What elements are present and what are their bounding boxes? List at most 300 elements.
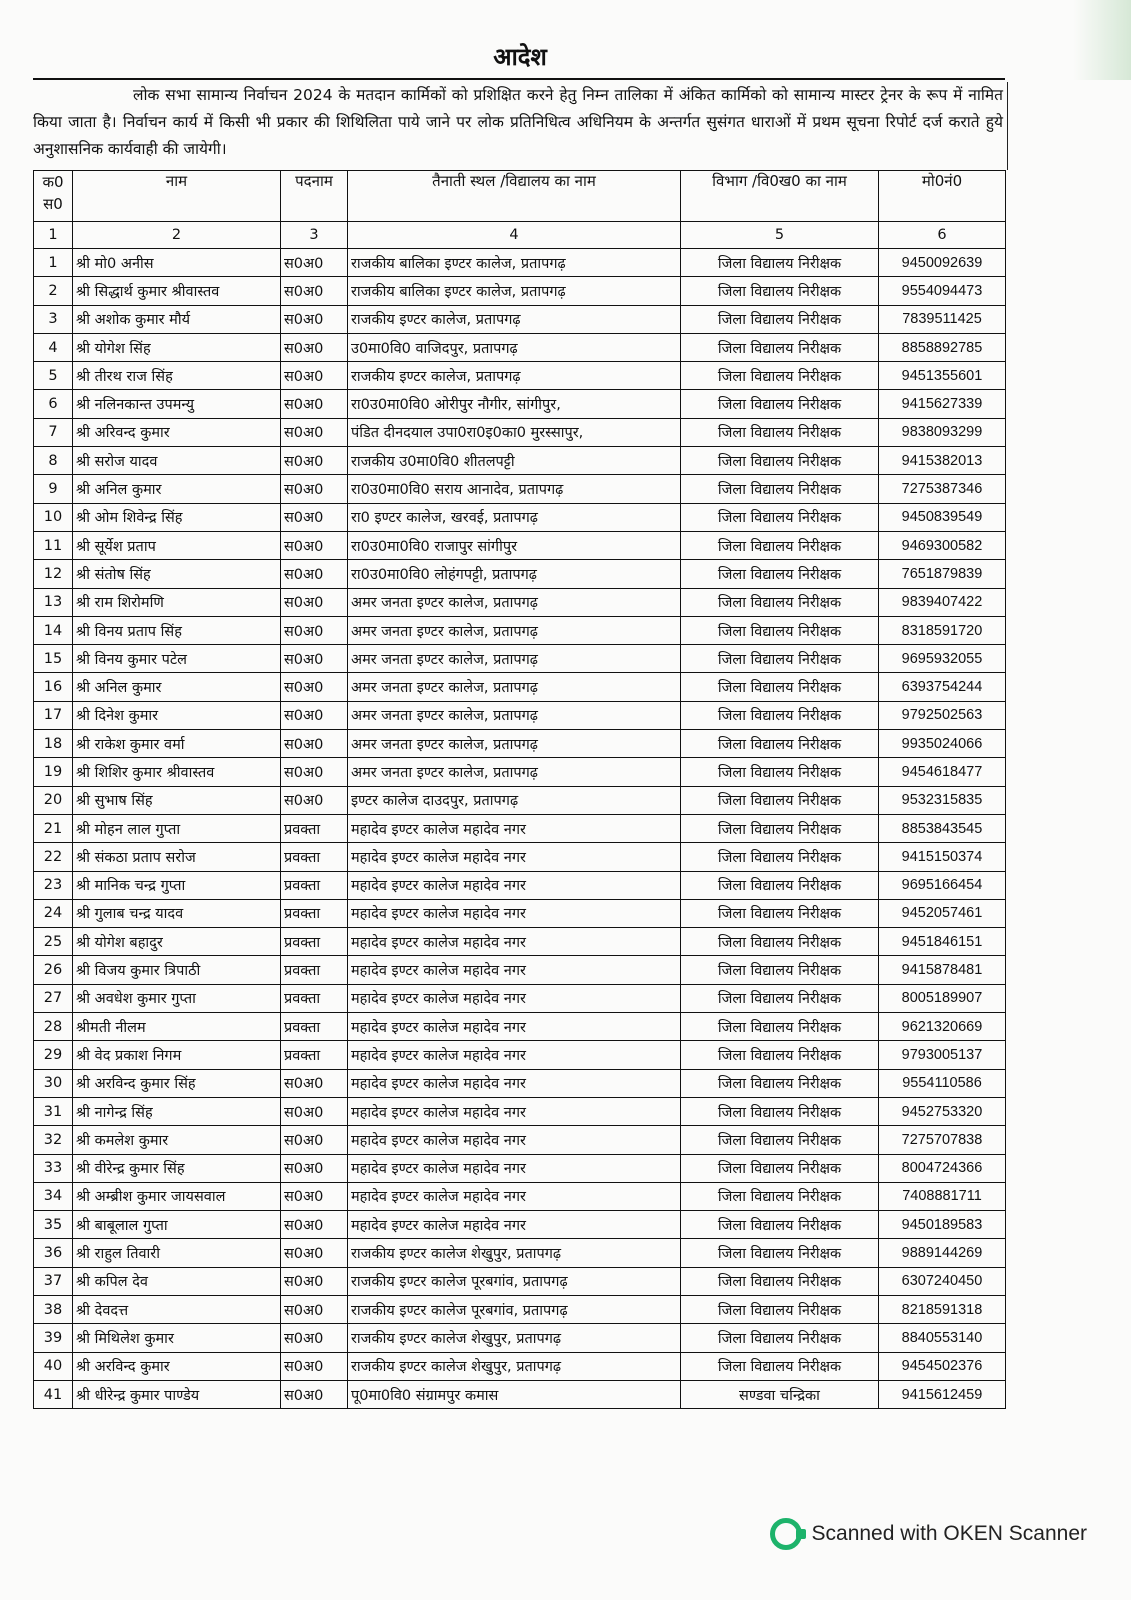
cell-department: जिला विद्यालय निरीक्षक bbox=[681, 956, 879, 984]
cell-mobile: 9839407422 bbox=[879, 588, 1006, 616]
cell-department: जिला विद्यालय निरीक्षक bbox=[681, 418, 879, 446]
cell-serial: 41 bbox=[34, 1380, 73, 1408]
cell-mobile: 9415382013 bbox=[879, 447, 1006, 475]
cell-posting: पंडित दीनदयाल उपा0रा0इ0का0 मुरस्सापुर, bbox=[348, 418, 681, 446]
cell-posting: राजकीय इण्टर कालेज पूरबगांव, प्रतापगढ़ bbox=[348, 1267, 681, 1295]
master-trainer-table bbox=[33, 170, 1006, 1409]
cell-department: जिला विद्यालय निरीक्षक bbox=[681, 1069, 879, 1097]
cell-designation: स0अ0 bbox=[281, 249, 348, 277]
order-paragraph bbox=[33, 82, 1008, 170]
cell-department: जिला विद्यालय निरीक्षक bbox=[681, 1182, 879, 1210]
cell-serial: 18 bbox=[34, 730, 73, 758]
cell-mobile: 9554094473 bbox=[879, 277, 1006, 305]
cell-serial: 9 bbox=[34, 475, 73, 503]
cell-name: श्री अरविन्द कुमार bbox=[73, 1352, 281, 1380]
cell-name: श्री बाबूलाल गुप्ता bbox=[73, 1211, 281, 1239]
cell-department: जिला विद्यालय निरीक्षक bbox=[681, 1013, 879, 1041]
table-header-row bbox=[34, 171, 1006, 222]
cell-mobile: 8005189907 bbox=[879, 984, 1006, 1012]
cell-posting: पू0मा0वि0 संग्रामपुर कमास bbox=[348, 1380, 681, 1408]
table-row bbox=[34, 249, 1006, 277]
cell-serial: 23 bbox=[34, 871, 73, 899]
cell-serial: 31 bbox=[34, 1097, 73, 1125]
cell-posting: महादेव इण्टर कालेज महादेव नगर bbox=[348, 1041, 681, 1069]
cell-posting: महादेव इण्टर कालेज महादेव नगर bbox=[348, 843, 681, 871]
table-row bbox=[34, 1126, 1006, 1154]
cell-department: जिला विद्यालय निरीक्षक bbox=[681, 1211, 879, 1239]
cell-posting: राजकीय बालिका इण्टर कालेज, प्रतापगढ़ bbox=[348, 249, 681, 277]
cell-department: जिला विद्यालय निरीक्षक bbox=[681, 758, 879, 786]
cell-serial: 4 bbox=[34, 333, 73, 361]
cell-mobile: 9554110586 bbox=[879, 1069, 1006, 1097]
cell-posting: अमर जनता इण्टर कालेज, प्रतापगढ़ bbox=[348, 588, 681, 616]
cell-name: श्री ओम शिवेन्द्र सिंह bbox=[73, 503, 281, 531]
cell-designation: स0अ0 bbox=[281, 277, 348, 305]
table-row bbox=[34, 503, 1006, 531]
cell-name: श्री अनिल कुमार bbox=[73, 673, 281, 701]
cell-name: श्री संकठा प्रताप सरोज bbox=[73, 843, 281, 871]
cell-department: जिला विद्यालय निरीक्षक bbox=[681, 1097, 879, 1125]
cell-posting: अमर जनता इण्टर कालेज, प्रतापगढ़ bbox=[348, 758, 681, 786]
table-row bbox=[34, 616, 1006, 644]
table-row bbox=[34, 1239, 1006, 1267]
cell-department: जिला विद्यालय निरीक्षक bbox=[681, 390, 879, 418]
table-row bbox=[34, 673, 1006, 701]
table-row bbox=[34, 1013, 1006, 1041]
table-row bbox=[34, 843, 1006, 871]
col-num: 4 bbox=[348, 222, 681, 249]
cell-department: जिला विद्यालय निरीक्षक bbox=[681, 1267, 879, 1295]
cell-department: जिला विद्यालय निरीक्षक bbox=[681, 814, 879, 842]
cell-designation: स0अ0 bbox=[281, 1211, 348, 1239]
cell-designation: स0अ0 bbox=[281, 786, 348, 814]
cell-name: श्री राम शिरोमणि bbox=[73, 588, 281, 616]
cell-mobile: 7408881711 bbox=[879, 1182, 1006, 1210]
cell-posting: राजकीय इण्टर कालेज पूरबगांव, प्रतापगढ़ bbox=[348, 1295, 681, 1323]
cell-serial: 36 bbox=[34, 1239, 73, 1267]
cell-name: श्री अनिल कुमार bbox=[73, 475, 281, 503]
cell-designation: स0अ0 bbox=[281, 1154, 348, 1182]
cell-mobile: 9838093299 bbox=[879, 418, 1006, 446]
cell-department: जिला विद्यालय निरीक्षक bbox=[681, 984, 879, 1012]
cell-department: जिला विद्यालय निरीक्षक bbox=[681, 475, 879, 503]
cell-name: श्री गुलाब चन्द्र यादव bbox=[73, 899, 281, 927]
cell-department: जिला विद्यालय निरीक्षक bbox=[681, 333, 879, 361]
cell-serial: 12 bbox=[34, 560, 73, 588]
table-row bbox=[34, 1295, 1006, 1323]
cell-serial: 2 bbox=[34, 277, 73, 305]
cell-serial: 34 bbox=[34, 1182, 73, 1210]
cell-posting: राजकीय इण्टर कालेज, प्रतापगढ़ bbox=[348, 362, 681, 390]
cell-name: श्री राहुल तिवारी bbox=[73, 1239, 281, 1267]
cell-name: श्री वेद प्रकाश निगम bbox=[73, 1041, 281, 1069]
table-row bbox=[34, 1182, 1006, 1210]
cell-posting: महादेव इण्टर कालेज महादेव नगर bbox=[348, 1154, 681, 1182]
cell-posting: महादेव इण्टर कालेज महादेव नगर bbox=[348, 984, 681, 1012]
cell-posting: महादेव इण्टर कालेज महादेव नगर bbox=[348, 956, 681, 984]
cell-department: जिला विद्यालय निरीक्षक bbox=[681, 1324, 879, 1352]
cell-designation: स0अ0 bbox=[281, 588, 348, 616]
cell-mobile: 9935024066 bbox=[879, 730, 1006, 758]
cell-posting: राजकीय इण्टर कालेज शेखुपुर, प्रतापगढ़ bbox=[348, 1324, 681, 1352]
cell-posting: रा0उ0मा0वि0 सराय आनादेव, प्रतापगढ़ bbox=[348, 475, 681, 503]
cell-designation: स0अ0 bbox=[281, 758, 348, 786]
cell-mobile: 9452057461 bbox=[879, 899, 1006, 927]
cell-posting: रा0उ0मा0वि0 लोहंगपट्टी, प्रतापगढ़ bbox=[348, 560, 681, 588]
header-department: विभाग /वि0ख0 का नाम bbox=[681, 171, 879, 222]
cell-name: श्री अम्ब्रीश कुमार जायसवाल bbox=[73, 1182, 281, 1210]
cell-mobile: 8853843545 bbox=[879, 814, 1006, 842]
table-row bbox=[34, 701, 1006, 729]
cell-department: जिला विद्यालय निरीक्षक bbox=[681, 1352, 879, 1380]
cell-department: जिला विद्यालय निरीक्षक bbox=[681, 1041, 879, 1069]
cell-serial: 8 bbox=[34, 447, 73, 475]
header-name: नाम bbox=[73, 171, 281, 222]
cell-posting: महादेव इण्टर कालेज महादेव नगर bbox=[348, 814, 681, 842]
cell-mobile: 9450839549 bbox=[879, 503, 1006, 531]
scanner-watermark bbox=[770, 1518, 1087, 1550]
cell-mobile: 7275387346 bbox=[879, 475, 1006, 503]
cell-posting: अमर जनता इण्टर कालेज, प्रतापगढ़ bbox=[348, 645, 681, 673]
cell-department: जिला विद्यालय निरीक्षक bbox=[681, 616, 879, 644]
cell-mobile: 9889144269 bbox=[879, 1239, 1006, 1267]
cell-mobile: 9469300582 bbox=[879, 531, 1006, 559]
table-row bbox=[34, 1041, 1006, 1069]
cell-designation: स0अ0 bbox=[281, 701, 348, 729]
cell-department: जिला विद्यालय निरीक्षक bbox=[681, 305, 879, 333]
cell-posting: महादेव इण्टर कालेज महादेव नगर bbox=[348, 1126, 681, 1154]
cell-posting: राजकीय बालिका इण्टर कालेज, प्रतापगढ़ bbox=[348, 277, 681, 305]
cell-serial: 13 bbox=[34, 588, 73, 616]
cell-department: जिला विद्यालय निरीक्षक bbox=[681, 730, 879, 758]
order-text: लोक सभा सामान्य निर्वाचन 2024 के मतदान कार्मिकों को प्रशिक्षित करने हेतु निम्न तालिका में अंकित कार्मिको को सामान्य मास्टर ट्रेनर के रूप में नामित किया जाता है। निर्वाचन कार्य में किसी भी प्रकार की शिथिलिता पाये जाने पर लोक प्रतिनिधित्व अधिनियम के अन्तर्गत सुसंगत धाराओं में प्रथम सूचना रिपोर्ट दर्ज कराते हुये अनुशासनिक कार्यवाही की जायेगी। bbox=[33, 86, 1003, 158]
header-posting: तैनाती स्थल /विद्यालय का नाम bbox=[348, 171, 681, 222]
cell-department: जिला विद्यालय निरीक्षक bbox=[681, 1239, 879, 1267]
table-row bbox=[34, 333, 1006, 361]
cell-name: श्री देवदत्त bbox=[73, 1295, 281, 1323]
cell-department: जिला विद्यालय निरीक्षक bbox=[681, 899, 879, 927]
table-row bbox=[34, 1154, 1006, 1182]
cell-mobile: 7839511425 bbox=[879, 305, 1006, 333]
cell-department: सण्डवा चन्द्रिका bbox=[681, 1380, 879, 1408]
cell-department: जिला विद्यालय निरीक्षक bbox=[681, 503, 879, 531]
cell-department: जिला विद्यालय निरीक्षक bbox=[681, 249, 879, 277]
cell-name: श्री कमलेश कुमार bbox=[73, 1126, 281, 1154]
cell-serial: 22 bbox=[34, 843, 73, 871]
oken-logo-icon bbox=[770, 1518, 802, 1550]
cell-designation: प्रवक्ता bbox=[281, 843, 348, 871]
table-row bbox=[34, 531, 1006, 559]
cell-serial: 27 bbox=[34, 984, 73, 1012]
cell-posting: महादेव इण्टर कालेज महादेव नगर bbox=[348, 899, 681, 927]
cell-designation: प्रवक्ता bbox=[281, 984, 348, 1012]
table-row bbox=[34, 1324, 1006, 1352]
cell-posting: महादेव इण्टर कालेज महादेव नगर bbox=[348, 1211, 681, 1239]
cell-posting: राजकीय इण्टर कालेज शेखुपुर, प्रतापगढ़ bbox=[348, 1352, 681, 1380]
cell-posting: राजकीय इण्टर कालेज, प्रतापगढ़ bbox=[348, 305, 681, 333]
cell-department: जिला विद्यालय निरीक्षक bbox=[681, 645, 879, 673]
cell-designation: स0अ0 bbox=[281, 418, 348, 446]
cell-serial: 16 bbox=[34, 673, 73, 701]
header-designation: पदनाम bbox=[281, 171, 348, 222]
cell-serial: 20 bbox=[34, 786, 73, 814]
cell-department: जिला विद्यालय निरीक्षक bbox=[681, 843, 879, 871]
table-row bbox=[34, 390, 1006, 418]
cell-mobile: 9454502376 bbox=[879, 1352, 1006, 1380]
cell-mobile: 9451355601 bbox=[879, 362, 1006, 390]
cell-department: जिला विद्यालय निरीक्षक bbox=[681, 786, 879, 814]
cell-serial: 39 bbox=[34, 1324, 73, 1352]
cell-posting: महादेव इण्टर कालेज महादेव नगर bbox=[348, 1182, 681, 1210]
cell-serial: 5 bbox=[34, 362, 73, 390]
cell-designation: प्रवक्ता bbox=[281, 1013, 348, 1041]
cell-mobile: 9621320669 bbox=[879, 1013, 1006, 1041]
cell-designation: स0अ0 bbox=[281, 673, 348, 701]
cell-designation: स0अ0 bbox=[281, 1182, 348, 1210]
cell-serial: 26 bbox=[34, 956, 73, 984]
cell-posting: अमर जनता इण्टर कालेज, प्रतापगढ़ bbox=[348, 730, 681, 758]
cell-name: श्री मिथिलेश कुमार bbox=[73, 1324, 281, 1352]
cell-name: श्री सरोज यादव bbox=[73, 447, 281, 475]
table-row bbox=[34, 1380, 1006, 1408]
cell-designation: स0अ0 bbox=[281, 390, 348, 418]
cell-designation: स0अ0 bbox=[281, 1267, 348, 1295]
cell-name: श्री संतोष सिंह bbox=[73, 560, 281, 588]
cell-serial: 37 bbox=[34, 1267, 73, 1295]
cell-department: जिला विद्यालय निरीक्षक bbox=[681, 531, 879, 559]
cell-mobile: 9450189583 bbox=[879, 1211, 1006, 1239]
cell-name: श्री वीरेन्द्र कुमार सिंह bbox=[73, 1154, 281, 1182]
cell-designation: स0अ0 bbox=[281, 730, 348, 758]
cell-name: श्री सिद्धार्थ कुमार श्रीवास्तव bbox=[73, 277, 281, 305]
table-row bbox=[34, 1211, 1006, 1239]
cell-department: जिला विद्यालय निरीक्षक bbox=[681, 1295, 879, 1323]
table-row bbox=[34, 814, 1006, 842]
cell-designation: प्रवक्ता bbox=[281, 814, 348, 842]
cell-serial: 19 bbox=[34, 758, 73, 786]
col-num: 6 bbox=[879, 222, 1006, 249]
cell-mobile: 9415612459 bbox=[879, 1380, 1006, 1408]
cell-serial: 40 bbox=[34, 1352, 73, 1380]
cell-posting: अमर जनता इण्टर कालेज, प्रतापगढ़ bbox=[348, 673, 681, 701]
cell-name: श्री सुभाष सिंह bbox=[73, 786, 281, 814]
cell-designation: स0अ0 bbox=[281, 560, 348, 588]
cell-mobile: 8840553140 bbox=[879, 1324, 1006, 1352]
col-num: 5 bbox=[681, 222, 879, 249]
col-num: 2 bbox=[73, 222, 281, 249]
cell-mobile: 8318591720 bbox=[879, 616, 1006, 644]
cell-department: जिला विद्यालय निरीक्षक bbox=[681, 277, 879, 305]
cell-posting: राजकीय उ0मा0वि0 शीतलपट्टी bbox=[348, 447, 681, 475]
cell-designation: स0अ0 bbox=[281, 1239, 348, 1267]
cell-name: श्री नलिनकान्त उपमन्यु bbox=[73, 390, 281, 418]
cell-posting: इण्टर कालेज दाउदपुर, प्रतापगढ़ bbox=[348, 786, 681, 814]
page-title: आदेश bbox=[493, 43, 547, 71]
cell-serial: 35 bbox=[34, 1211, 73, 1239]
cell-designation: स0अ0 bbox=[281, 1295, 348, 1323]
cell-mobile: 9793005137 bbox=[879, 1041, 1006, 1069]
cell-name: श्री राकेश कुमार वर्मा bbox=[73, 730, 281, 758]
cell-posting: रा0 इण्टर कालेज, खरवई, प्रतापगढ़ bbox=[348, 503, 681, 531]
cell-posting: महादेव इण्टर कालेज महादेव नगर bbox=[348, 871, 681, 899]
watermark-text: Scanned with OKEN Scanner bbox=[811, 1522, 1087, 1545]
cell-mobile: 7275707838 bbox=[879, 1126, 1006, 1154]
table-row bbox=[34, 730, 1006, 758]
cell-name: श्री अरिवन्द कुमार bbox=[73, 418, 281, 446]
cell-name: श्री दिनेश कुमार bbox=[73, 701, 281, 729]
table-row bbox=[34, 1352, 1006, 1380]
cell-name: श्री योगेश बहादुर bbox=[73, 928, 281, 956]
cell-name: श्री विजय कुमार त्रिपाठी bbox=[73, 956, 281, 984]
cell-serial: 14 bbox=[34, 616, 73, 644]
table-row bbox=[34, 1097, 1006, 1125]
cell-posting: महादेव इण्टर कालेज महादेव नगर bbox=[348, 1097, 681, 1125]
cell-mobile: 9792502563 bbox=[879, 701, 1006, 729]
cell-designation: स0अ0 bbox=[281, 305, 348, 333]
cell-designation: प्रवक्ता bbox=[281, 928, 348, 956]
cell-serial: 17 bbox=[34, 701, 73, 729]
cell-serial: 6 bbox=[34, 390, 73, 418]
cell-mobile: 9415627339 bbox=[879, 390, 1006, 418]
cell-designation: प्रवक्ता bbox=[281, 899, 348, 927]
table-row bbox=[34, 277, 1006, 305]
table-row bbox=[34, 305, 1006, 333]
cell-serial: 32 bbox=[34, 1126, 73, 1154]
cell-mobile: 9532315835 bbox=[879, 786, 1006, 814]
cell-designation: स0अ0 bbox=[281, 503, 348, 531]
cell-department: जिला विद्यालय निरीक्षक bbox=[681, 447, 879, 475]
cell-mobile: 7651879839 bbox=[879, 560, 1006, 588]
cell-designation: स0अ0 bbox=[281, 531, 348, 559]
cell-name: श्री मोहन लाल गुप्ता bbox=[73, 814, 281, 842]
cell-mobile: 9450092639 bbox=[879, 249, 1006, 277]
table-row bbox=[34, 984, 1006, 1012]
table-row bbox=[34, 588, 1006, 616]
cell-mobile: 9451846151 bbox=[879, 928, 1006, 956]
cell-posting: महादेव इण्टर कालेज महादेव नगर bbox=[348, 928, 681, 956]
cell-name: श्री कपिल देव bbox=[73, 1267, 281, 1295]
cell-serial: 29 bbox=[34, 1041, 73, 1069]
table-row bbox=[34, 475, 1006, 503]
cell-designation: स0अ0 bbox=[281, 1324, 348, 1352]
cell-designation: प्रवक्ता bbox=[281, 1041, 348, 1069]
cell-designation: स0अ0 bbox=[281, 616, 348, 644]
column-number-row bbox=[34, 222, 1006, 249]
header-serial: क0 स0 bbox=[34, 171, 73, 222]
cell-name: श्री धीरेन्द्र कुमार पाण्डेय bbox=[73, 1380, 281, 1408]
table-row bbox=[34, 362, 1006, 390]
cell-mobile: 9452753320 bbox=[879, 1097, 1006, 1125]
cell-name: श्री मानिक चन्द्र गुप्ता bbox=[73, 871, 281, 899]
table-row bbox=[34, 447, 1006, 475]
cell-name: श्री योगेश सिंह bbox=[73, 333, 281, 361]
cell-serial: 25 bbox=[34, 928, 73, 956]
cell-posting: उ0मा0वि0 वाजिदपुर, प्रतापगढ़ bbox=[348, 333, 681, 361]
cell-posting: रा0उ0मा0वि0 ओरीपुर नौगीर, सांगीपुर, bbox=[348, 390, 681, 418]
cell-posting: महादेव इण्टर कालेज महादेव नगर bbox=[348, 1013, 681, 1041]
cell-mobile: 9415150374 bbox=[879, 843, 1006, 871]
cell-mobile: 6393754244 bbox=[879, 673, 1006, 701]
cell-posting: रा0उ0मा0वि0 राजापुर सांगीपुर bbox=[348, 531, 681, 559]
cell-department: जिला विद्यालय निरीक्षक bbox=[681, 1126, 879, 1154]
table-row bbox=[34, 928, 1006, 956]
cell-designation: स0अ0 bbox=[281, 645, 348, 673]
table-row bbox=[34, 560, 1006, 588]
cell-serial: 7 bbox=[34, 418, 73, 446]
cell-department: जिला विद्यालय निरीक्षक bbox=[681, 588, 879, 616]
col-num: 3 bbox=[281, 222, 348, 249]
cell-mobile: 6307240450 bbox=[879, 1267, 1006, 1295]
cell-name: श्री शिशिर कुमार श्रीवास्तव bbox=[73, 758, 281, 786]
cell-designation: स0अ0 bbox=[281, 1069, 348, 1097]
cell-serial: 21 bbox=[34, 814, 73, 842]
scan-edge bbox=[1073, 0, 1131, 80]
cell-mobile: 9695932055 bbox=[879, 645, 1006, 673]
table-row bbox=[34, 956, 1006, 984]
cell-mobile: 8004724366 bbox=[879, 1154, 1006, 1182]
cell-name: श्री अरविन्द कुमार सिंह bbox=[73, 1069, 281, 1097]
cell-designation: स0अ0 bbox=[281, 1097, 348, 1125]
cell-serial: 11 bbox=[34, 531, 73, 559]
cell-department: जिला विद्यालय निरीक्षक bbox=[681, 928, 879, 956]
cell-mobile: 9454618477 bbox=[879, 758, 1006, 786]
cell-designation: स0अ0 bbox=[281, 362, 348, 390]
cell-posting: अमर जनता इण्टर कालेज, प्रतापगढ़ bbox=[348, 701, 681, 729]
cell-department: जिला विद्यालय निरीक्षक bbox=[681, 701, 879, 729]
table-row bbox=[34, 758, 1006, 786]
cell-serial: 3 bbox=[34, 305, 73, 333]
cell-serial: 33 bbox=[34, 1154, 73, 1182]
cell-serial: 38 bbox=[34, 1295, 73, 1323]
cell-designation: स0अ0 bbox=[281, 447, 348, 475]
table-row bbox=[34, 899, 1006, 927]
cell-department: जिला विद्यालय निरीक्षक bbox=[681, 560, 879, 588]
cell-name: श्री नागेन्द्र सिंह bbox=[73, 1097, 281, 1125]
cell-serial: 30 bbox=[34, 1069, 73, 1097]
cell-serial: 28 bbox=[34, 1013, 73, 1041]
cell-name: श्री मो0 अनीस bbox=[73, 249, 281, 277]
cell-name: श्री सूर्येश प्रताप bbox=[73, 531, 281, 559]
cell-mobile: 8218591318 bbox=[879, 1295, 1006, 1323]
title-divider bbox=[33, 78, 1005, 80]
col-num: 1 bbox=[34, 222, 73, 249]
cell-name: श्री अशोक कुमार मौर्य bbox=[73, 305, 281, 333]
table-row bbox=[34, 645, 1006, 673]
cell-serial: 10 bbox=[34, 503, 73, 531]
cell-serial: 15 bbox=[34, 645, 73, 673]
table-row bbox=[34, 1069, 1006, 1097]
table-row bbox=[34, 871, 1006, 899]
cell-department: जिला विद्यालय निरीक्षक bbox=[681, 362, 879, 390]
cell-designation: स0अ0 bbox=[281, 475, 348, 503]
cell-serial: 1 bbox=[34, 249, 73, 277]
cell-name: श्री अवधेश कुमार गुप्ता bbox=[73, 984, 281, 1012]
cell-posting: अमर जनता इण्टर कालेज, प्रतापगढ़ bbox=[348, 616, 681, 644]
cell-posting: महादेव इण्टर कालेज महादेव नगर bbox=[348, 1069, 681, 1097]
cell-designation: स0अ0 bbox=[281, 1126, 348, 1154]
cell-department: जिला विद्यालय निरीक्षक bbox=[681, 673, 879, 701]
cell-mobile: 9695166454 bbox=[879, 871, 1006, 899]
cell-department: जिला विद्यालय निरीक्षक bbox=[681, 871, 879, 899]
cell-department: जिला विद्यालय निरीक्षक bbox=[681, 1154, 879, 1182]
cell-designation: प्रवक्ता bbox=[281, 956, 348, 984]
cell-serial: 24 bbox=[34, 899, 73, 927]
cell-name: श्रीमती नीलम bbox=[73, 1013, 281, 1041]
cell-mobile: 8858892785 bbox=[879, 333, 1006, 361]
cell-designation: स0अ0 bbox=[281, 1380, 348, 1408]
cell-name: श्री विनय प्रताप सिंह bbox=[73, 616, 281, 644]
header-mobile: मो0नं0 bbox=[879, 171, 1006, 222]
